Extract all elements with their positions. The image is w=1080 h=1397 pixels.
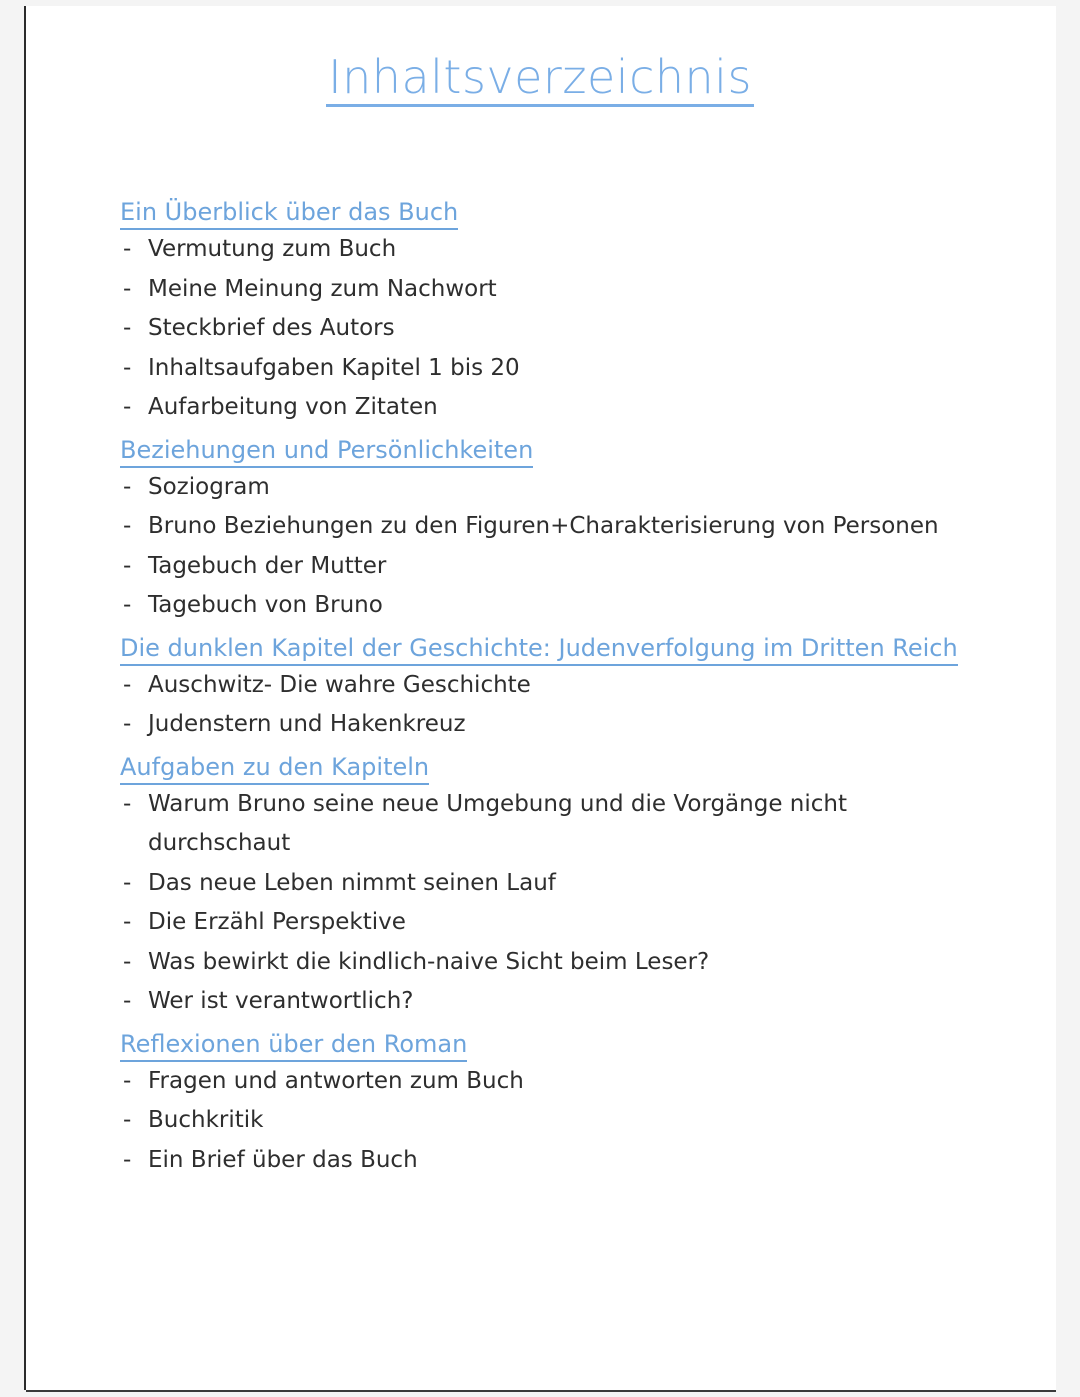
toc-item-label: Bruno Beziehungen zu den Figuren+Charakterisierung von Personen <box>148 513 939 539</box>
dash-bullet: - <box>123 711 132 737</box>
toc-item[interactable] <box>120 1101 980 1141</box>
toc-item-label: Die Erzähl Perspektive <box>148 909 406 935</box>
toc-item[interactable] <box>120 1141 980 1181</box>
toc-item[interactable] <box>120 943 980 983</box>
toc-section-chapter-tasks <box>120 745 980 1022</box>
toc-item[interactable] <box>120 1062 980 1102</box>
dash-bullet: - <box>123 948 132 975</box>
dash-bullet: - <box>123 790 132 817</box>
dash-bullet: - <box>123 513 132 539</box>
toc-item-label: Buchkritik <box>148 1107 264 1133</box>
section-heading[interactable]: Die dunklen Kapitel der Geschichte: Judenverfolgung im Dritten Reich <box>120 632 958 666</box>
dash-bullet: - <box>123 988 132 1014</box>
toc-item[interactable] <box>120 666 980 706</box>
toc-item[interactable] <box>120 349 980 389</box>
toc-item-label: Wer ist verantwortlich? <box>148 988 414 1014</box>
toc-item-label: Tagebuch der Mutter <box>148 552 387 579</box>
toc-item-label: Warum Bruno seine neue Umgebung und die Vorgänge nicht durchschaut <box>148 790 847 856</box>
toc-item-label: Meine Meinung zum Nachwort <box>148 275 497 302</box>
dash-bullet: - <box>123 1107 132 1133</box>
toc-item[interactable] <box>120 586 980 626</box>
toc-item[interactable] <box>120 270 980 310</box>
dash-bullet: - <box>123 473 132 500</box>
dash-bullet: - <box>123 869 132 896</box>
toc-item[interactable] <box>120 507 980 547</box>
toc-item-label: Ein Brief über das Buch <box>148 1146 418 1173</box>
toc-item-label: Steckbrief des Autors <box>148 315 395 341</box>
dash-bullet: - <box>123 315 132 341</box>
toc-item[interactable] <box>120 309 980 349</box>
dash-bullet: - <box>123 354 132 381</box>
section-items <box>120 468 980 626</box>
toc-item[interactable] <box>120 388 980 428</box>
toc-item[interactable] <box>120 982 980 1022</box>
dash-bullet: - <box>123 236 132 262</box>
dash-bullet: - <box>123 592 132 618</box>
toc-item-label: Das neue Leben nimmt seinen Lauf <box>148 869 556 896</box>
toc-item-label: Tagebuch von Bruno <box>148 592 383 618</box>
dash-bullet: - <box>123 909 132 935</box>
toc-item-label: Judenstern und Hakenkreuz <box>148 711 466 737</box>
page-title <box>0 50 1080 107</box>
toc-section-history <box>120 626 980 745</box>
section-heading[interactable]: Beziehungen und Persönlichkeiten <box>120 434 533 468</box>
toc-item[interactable] <box>120 547 980 587</box>
dash-bullet: - <box>123 1146 132 1173</box>
toc-item-label: Inhaltsaufgaben Kapitel 1 bis 20 <box>148 354 520 381</box>
toc-item[interactable] <box>120 903 980 943</box>
dash-bullet: - <box>123 394 132 420</box>
toc-item-label: Was bewirkt die kindlich-naive Sicht beim Leser? <box>148 948 710 975</box>
section-items <box>120 230 980 428</box>
toc-item-label: Fragen und antworten zum Buch <box>148 1067 524 1094</box>
dash-bullet: - <box>123 275 132 302</box>
dash-bullet: - <box>123 1067 132 1094</box>
section-items <box>120 785 980 1022</box>
section-heading[interactable]: Aufgaben zu den Kapiteln <box>120 751 429 785</box>
toc-item[interactable] <box>120 864 980 904</box>
section-heading[interactable]: Reflexionen über den Roman <box>120 1028 467 1062</box>
toc-item[interactable] <box>120 785 868 864</box>
toc-item[interactable] <box>120 468 980 508</box>
section-items <box>120 666 980 745</box>
dash-bullet: - <box>123 671 132 698</box>
toc-item-label: Vermutung zum Buch <box>148 236 397 262</box>
page-title-text: Inhaltsverzeichnis <box>326 50 754 107</box>
toc-item[interactable] <box>120 230 980 270</box>
toc-section-relationships <box>120 428 980 626</box>
table-of-contents <box>120 196 980 1180</box>
toc-section-reflections <box>120 1022 980 1181</box>
toc-item[interactable] <box>120 705 980 745</box>
dash-bullet: - <box>123 552 132 579</box>
section-items <box>120 1062 980 1181</box>
toc-item-label: Aufarbeitung von Zitaten <box>148 394 438 420</box>
toc-section-overview <box>120 196 980 428</box>
toc-item-label: Auschwitz- Die wahre Geschichte <box>148 671 531 698</box>
section-heading[interactable]: Ein Überblick über das Buch <box>120 196 458 230</box>
toc-item-label: Soziogram <box>148 473 270 500</box>
